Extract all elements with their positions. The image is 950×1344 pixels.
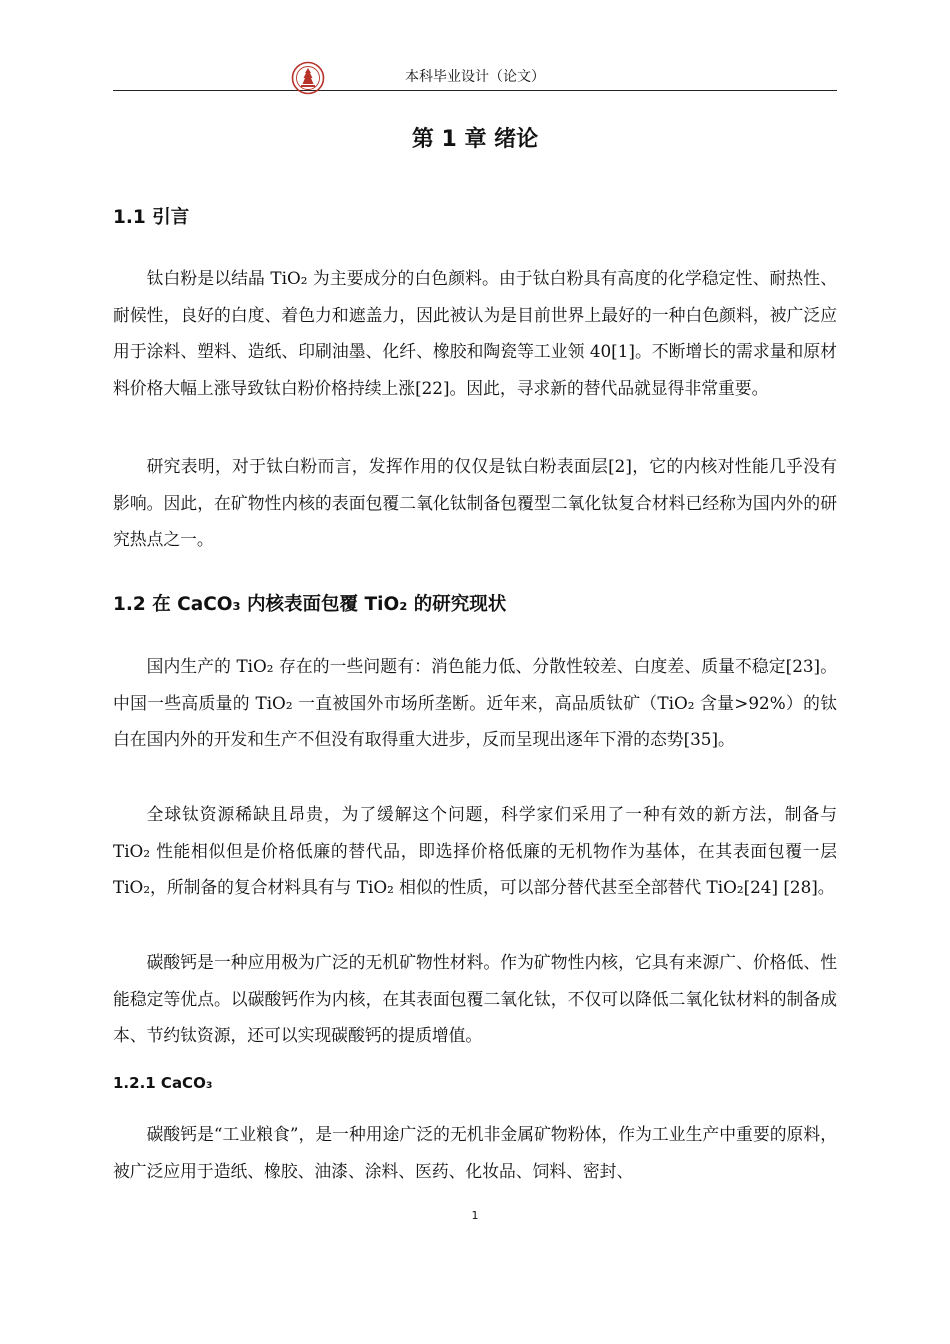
paragraph: [113, 944, 837, 1054]
paragraph: [113, 448, 837, 558]
section-heading-1-1: 1.1 引言: [113, 207, 190, 228]
paragraph: [113, 796, 837, 906]
paragraph: [113, 1116, 837, 1189]
section-heading-1-2-1: 1.2.1 CaCO₃: [113, 1074, 213, 1092]
page-header: [113, 58, 837, 91]
paragraph-text: 碳酸钙是“工业粮食”，是一种用途广泛的无机非金属矿物粉体，作为工业生产中重要的原料，被广泛应用于造纸、橡胶、油漆、涂料、医药、化妆品、饲料、密封、: [113, 1124, 837, 1181]
chapter-title: 第 1 章 绪论: [411, 127, 539, 152]
section-heading-1-2: 1.2 在 CaCO₃ 内核表面包覆 TiO₂ 的研究现状: [113, 594, 507, 615]
paragraph: [113, 260, 837, 406]
paragraph-text: 研究表明，对于钛白粉而言，发挥作用的仅仅是钛白粉表面层[2]，它的内核对性能几乎没有影响。因此，在矿物性内核的表面包覆二氧化钛制备包覆型二氧化钛复合材料已经称为国内外的研究热点之一。: [113, 456, 837, 550]
paragraph-text: 钛白粉是以结晶 TiO₂ 为主要成分的白色颜料。由于钛白粉具有高度的化学稳定性、耐热性、耐候性，良好的白度、着色力和遮盖力，因此被认为是目前世界上最好的一种白色颜料，被广泛应用于涂料、塑料、造纸、印刷油墨、化纤、橡胶和陶瓷等工业领 40[1]。不断增长的需求量和原材料价格大幅上涨导致钛白粉价格持续上涨[22]。因此，寻求新的替代品就显得非常重要。: [113, 268, 837, 398]
page-number: 1: [471, 1209, 479, 1222]
paragraph-text: 国内生产的 TiO₂ 存在的一些问题有：消色能力低、分散性较差、白度差、质量不稳定[23]。中国一些高质量的 TiO₂ 一直被国外市场所垄断。近年来，高品质钛矿（TiO₂ 含量>92%）的钛白在国内外的开发和生产不但没有取得重大进步，反而呈现出逐年下滑的态势[35]。: [113, 656, 837, 750]
header-title: 本科毕业设计（论文）: [405, 69, 545, 85]
paragraph-text: 全球钛资源稀缺且昂贵，为了缓解这个问题，科学家们采用了一种有效的新方法，制备与 TiO₂ 性能相似但是价格低廉的替代品，即选择价格低廉的无机物作为基体，在其表面包覆一层 TiO₂，所制备的复合材料具有与 TiO₂ 相似的性质，可以部分替代甚至全部替代 TiO₂[24] [28]。: [113, 804, 837, 898]
paragraph-text: 碳酸钙是一种应用极为广泛的无机矿物性材料。作为矿物性内核，它具有来源广、价格低、性能稳定等优点。以碳酸钙作为内核，在其表面包覆二氧化钛，不仅可以降低二氧化钛材料的制备成本、节约钛资源，还可以实现碳酸钙的提质增值。: [113, 952, 837, 1046]
paragraph: [113, 648, 837, 758]
